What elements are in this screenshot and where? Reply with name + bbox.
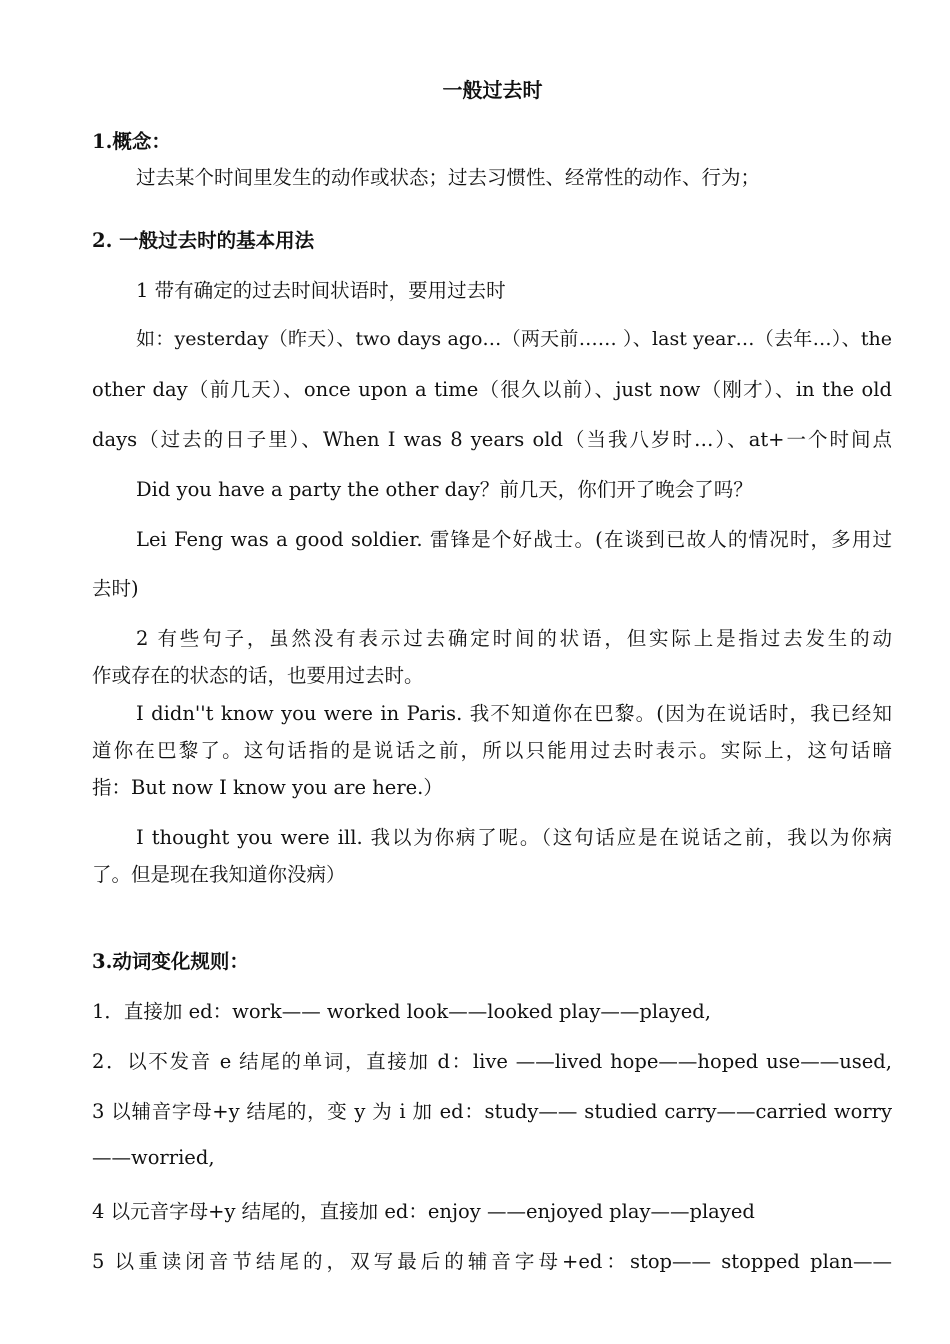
- rule2-line-1: 2 有些句子，虽然没有表示过去确定时间的状语，但实际上是指过去发生的动: [136, 627, 892, 650]
- verb-rule-3-line-1: 3 以辅音字母+y 结尾的，变 y 为 i 加 ed：study—— studied carry——carried worry: [92, 1100, 892, 1123]
- example-sentence-2-line-1: Lei Feng was a good soldier. 雷锋是个好战士。(在谈到已故人的情况时，多用过: [136, 528, 892, 551]
- document-title: 一般过去时: [442, 78, 543, 102]
- rule1-text: 1 带有确定的过去时间状语时，要用过去时: [136, 279, 506, 302]
- example-sentence-4-line-2: 了。但是现在我知道你没病）: [92, 863, 346, 886]
- section2-heading: 2. 一般过去时的基本用法: [92, 229, 315, 252]
- example-sentence-3-line-3: 指：But now I know you are here.）: [92, 776, 443, 799]
- verb-rule-2: 2．以不发音 e 结尾的单词，直接加 d：live ——lived hope——hoped use——used,: [92, 1050, 892, 1073]
- verb-rule-4: 4 以元音字母+y 结尾的，直接加 ed：enjoy ——enjoyed play——played: [92, 1200, 755, 1223]
- example-sentence-2-line-2: 去时): [92, 577, 139, 600]
- examples-line-1: 如：yesterday（昨天）、two days ago…（两天前…… ）、last year…（去年…）、the: [136, 328, 892, 350]
- section3-heading: 3.动词变化规则：: [92, 950, 249, 973]
- section1-heading: 1.概念：: [92, 130, 171, 153]
- verb-rule-3-line-2: ——worried,: [92, 1146, 215, 1169]
- verb-rule-5: 5 以重读闭音节结尾的，双写最后的辅音字母+ed：stop—— stopped plan——: [92, 1250, 892, 1273]
- section1-definition: 过去某个时间里发生的动作或状态；过去习惯性、经常性的动作、行为；: [136, 166, 761, 189]
- example-sentence-3-line-2: 道你在巴黎了。这句话指的是说话之前，所以只能用过去时表示。实际上，这句话暗: [92, 739, 892, 762]
- examples-line-2: other day（前几天）、once upon a time（很久以前）、just now（刚才）、in the old: [92, 378, 892, 401]
- example-sentence-3-line-1: I didn''t know you were in Paris. 我不知道你在巴黎。(因为在说话时，我已经知: [136, 702, 892, 725]
- examples-line-3: days（过去的日子里）、When I was 8 years old（当我八岁时…）、at+一个时间点: [92, 428, 892, 451]
- rule2-line-2: 作或存在的状态的话，也要用过去时。: [92, 664, 424, 687]
- example-sentence-1: Did you have a party the other day？前几天，你们开了晚会了吗？: [136, 478, 753, 501]
- example-sentence-4-line-1: I thought you were ill. 我以为你病了呢。（这句话应是在说话之前，我以为你病: [136, 826, 892, 849]
- verb-rule-1: 1．直接加 ed：work—— worked look——looked play——played,: [92, 1000, 711, 1023]
